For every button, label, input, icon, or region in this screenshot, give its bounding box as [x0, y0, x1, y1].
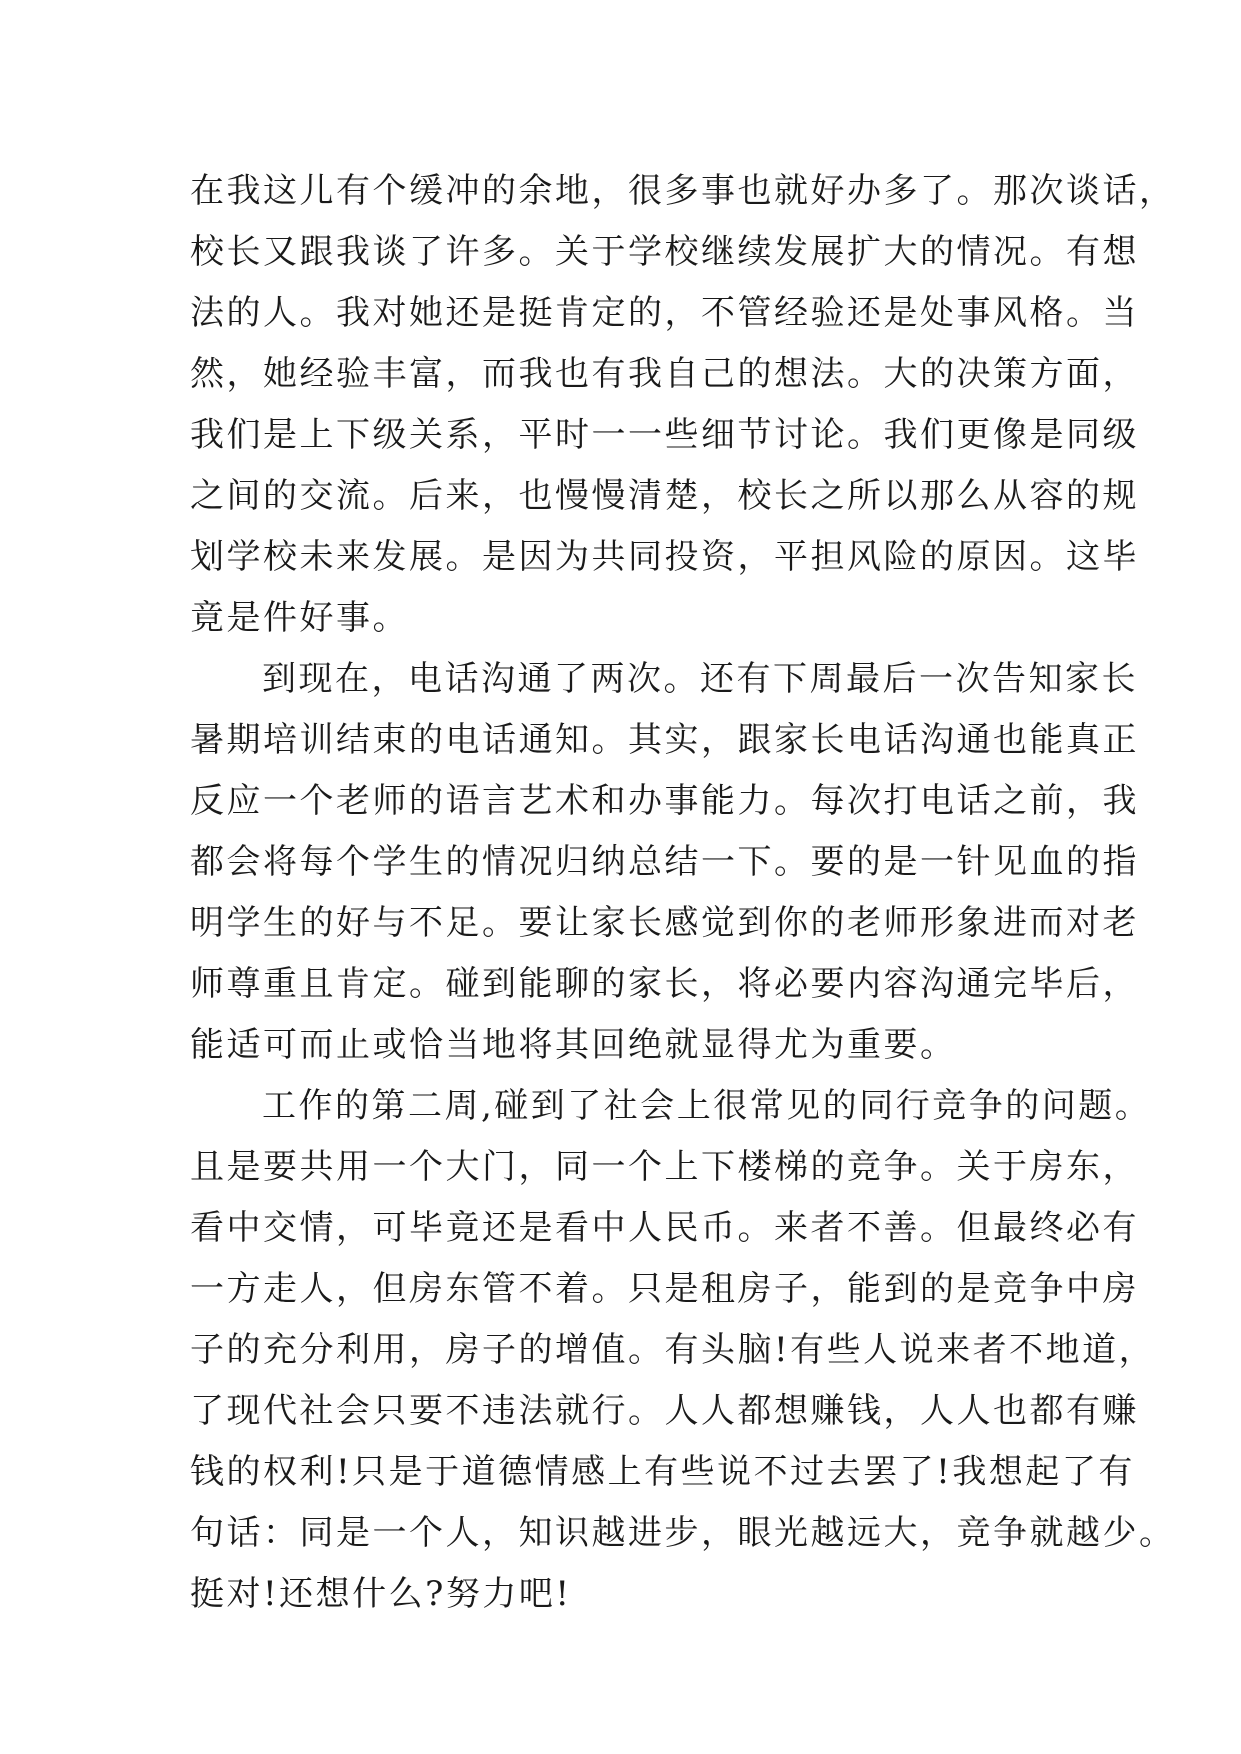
text-line: 工作的第二周,碰到了社会上很常见的同行竞争的问题。: [262, 1086, 1152, 1126]
paragraph-2: [190, 649, 1139, 1076]
text-line: 在我这儿有个缓冲的余地，很多事也就好办多了。那次谈话，: [190, 171, 1176, 211]
text-line: 明学生的好与不足。要让家长感觉到你的老师形象进而对老: [190, 903, 1139, 943]
text-line: 反应一个老师的语言艺术和办事能力。每次打电话之前，我: [190, 781, 1139, 821]
text-line: 竟是件好事。: [190, 598, 409, 638]
text-line: 一方走人，但房东管不着。只是租房子，能到的是竞争中房: [190, 1269, 1139, 1309]
paragraph-1: [190, 161, 1176, 649]
text-line: 能适可而止或恰当地将其回绝就显得尤为重要。: [190, 1025, 957, 1065]
text-line: 钱的权利!只是于道德情感上有些说不过去罢了!我想起了有: [190, 1452, 1135, 1492]
text-line: 句话：同是一个人，知识越进步，眼光越远大，竞争就越少。: [190, 1513, 1176, 1553]
text-line: 法的人。我对她还是挺肯定的，不管经验还是处事风格。当: [190, 293, 1139, 333]
text-line: 子的充分利用，房子的增值。有头脑!有些人说来者不地道，: [190, 1330, 1156, 1370]
text-line: 师尊重且肯定。碰到能聊的家长，将必要内容沟通完毕后，: [190, 964, 1139, 1004]
text-line: 校长又跟我谈了许多。关于学校继续发展扩大的情况。有想: [190, 232, 1139, 272]
text-line: 我们是上下级关系，平时一一些细节讨论。我们更像是同级: [190, 415, 1139, 455]
text-line: 之间的交流。后来，也慢慢清楚，校长之所以那么从容的规: [190, 476, 1139, 516]
text-line: 然，她经验丰富，而我也有我自己的想法。大的决策方面，: [190, 354, 1139, 394]
text-line: 了现代社会只要不违法就行。人人都想赚钱，人人也都有赚: [190, 1391, 1139, 1431]
text-line: 挺对!还想什么?努力吧!: [190, 1574, 572, 1614]
body-text: [190, 161, 1176, 1625]
text-line: 划学校未来发展。是因为共同投资，平担风险的原因。这毕: [190, 537, 1139, 577]
paragraph-3: [190, 1076, 1176, 1625]
text-line: 且是要共用一个大门，同一个上下楼梯的竞争。关于房东，: [190, 1147, 1139, 1187]
text-line: 看中交情，可毕竟还是看中人民币。来者不善。但最终必有: [190, 1208, 1139, 1248]
text-line: 暑期培训结束的电话通知。其实，跟家长电话沟通也能真正: [190, 720, 1139, 760]
text-line: 到现在，电话沟通了两次。还有下周最后一次告知家长: [262, 659, 1138, 699]
text-line: 都会将每个学生的情况归纳总结一下。要的是一针见血的指: [190, 842, 1139, 882]
